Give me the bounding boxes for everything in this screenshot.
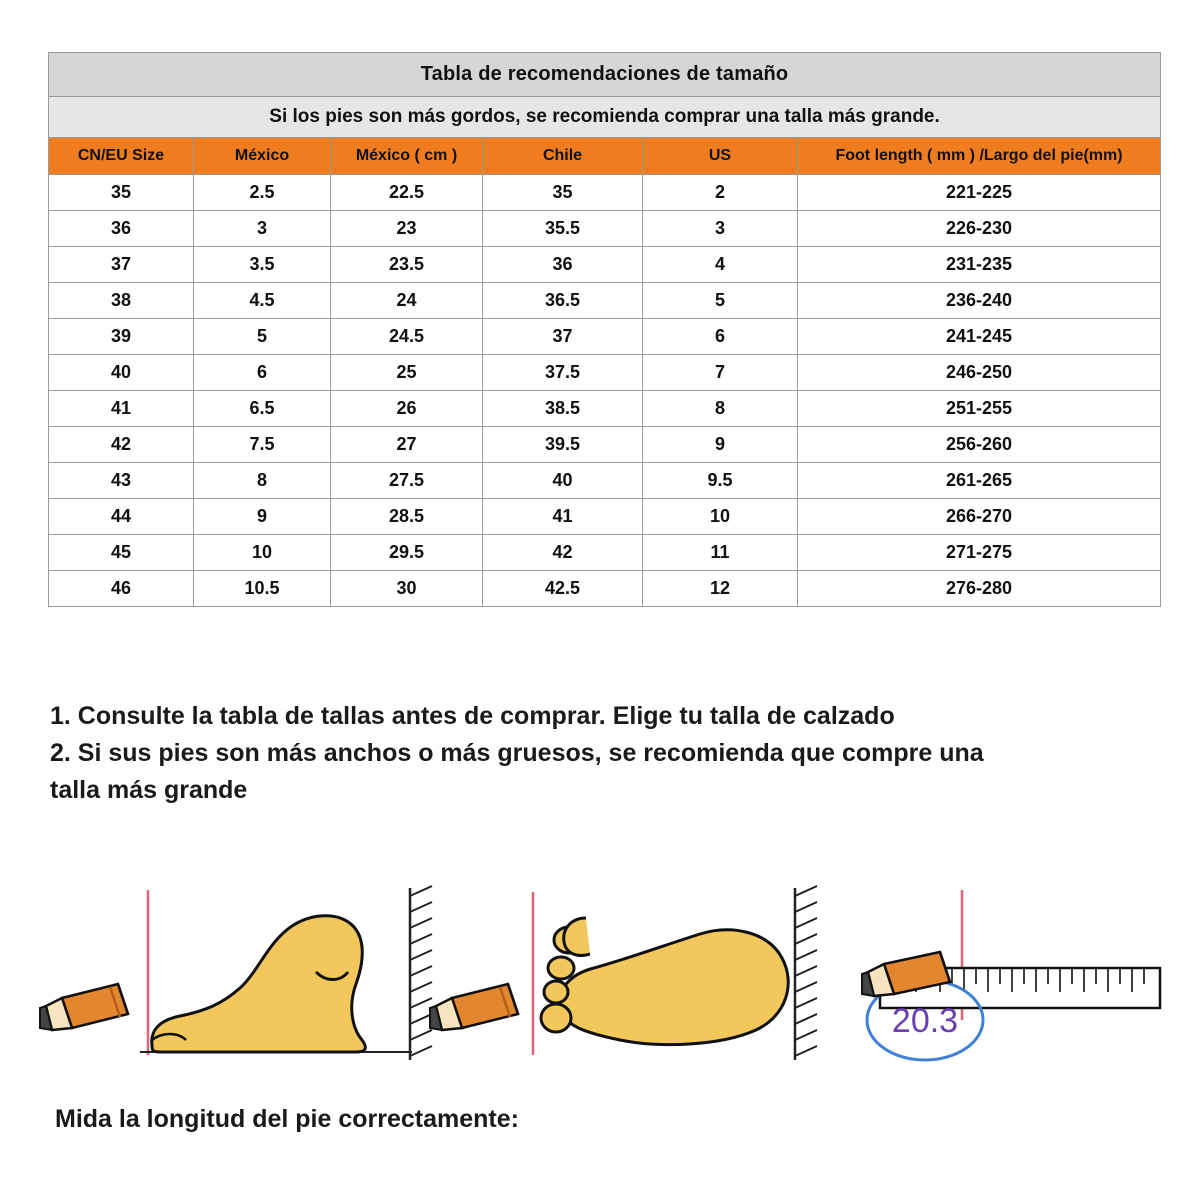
cell-mexico-cm: 24.5 xyxy=(331,319,483,355)
cell-chile: 36.5 xyxy=(483,283,643,319)
foot-measurement-illustrations xyxy=(0,880,1200,1110)
column-header-mexico: México xyxy=(194,138,331,175)
cell-mexico: 9 xyxy=(194,499,331,535)
cell-mexico-cm: 27 xyxy=(331,427,483,463)
cell-us: 7 xyxy=(643,355,798,391)
cell-cn-eu: 46 xyxy=(49,571,194,607)
cell-us: 8 xyxy=(643,391,798,427)
cell-chile: 42 xyxy=(483,535,643,571)
cell-mexico: 5 xyxy=(194,319,331,355)
cell-chile: 38.5 xyxy=(483,391,643,427)
cell-cn-eu: 37 xyxy=(49,247,194,283)
cell-mexico-cm: 23.5 xyxy=(331,247,483,283)
column-header-chile: Chile xyxy=(483,138,643,175)
note-line-2: 2. Si sus pies son más anchos o más gruesos, se recomienda que compre una xyxy=(50,739,984,767)
cell-foot-length: 236-240 xyxy=(798,283,1161,319)
ruler-reading: 20.3 xyxy=(891,1002,959,1040)
cell-foot-length: 226-230 xyxy=(798,211,1161,247)
measurement-caption: Mida la longitud del pie correctamente: xyxy=(55,1105,519,1133)
cell-mexico-cm: 22.5 xyxy=(331,175,483,211)
cell-chile: 41 xyxy=(483,499,643,535)
table-row xyxy=(49,319,1161,355)
table-title: Tabla de recomendaciones de tamaño xyxy=(49,53,1161,97)
pencil-icon xyxy=(430,984,518,1030)
table-row xyxy=(49,427,1161,463)
cell-foot-length: 246-250 xyxy=(798,355,1161,391)
size-table xyxy=(48,52,1161,607)
cell-mexico: 10 xyxy=(194,535,331,571)
cell-us: 6 xyxy=(643,319,798,355)
cell-us: 9 xyxy=(643,427,798,463)
note-line-3: talla más grande xyxy=(50,776,248,804)
cell-mexico-cm: 25 xyxy=(331,355,483,391)
illustration-top-foot xyxy=(430,886,817,1060)
cell-cn-eu: 39 xyxy=(49,319,194,355)
cell-foot-length: 251-255 xyxy=(798,391,1161,427)
cell-chile: 42.5 xyxy=(483,571,643,607)
notes-section xyxy=(50,700,1180,811)
cell-mexico: 3.5 xyxy=(194,247,331,283)
illustration-side-foot xyxy=(40,886,432,1060)
cell-mexico: 3 xyxy=(194,211,331,247)
cell-foot-length: 221-225 xyxy=(798,175,1161,211)
table-row xyxy=(49,391,1161,427)
table-row xyxy=(49,463,1161,499)
cell-mexico: 4.5 xyxy=(194,283,331,319)
cell-mexico: 7.5 xyxy=(194,427,331,463)
cell-mexico: 6.5 xyxy=(194,391,331,427)
cell-chile: 40 xyxy=(483,463,643,499)
cell-foot-length: 271-275 xyxy=(798,535,1161,571)
cell-mexico: 8 xyxy=(194,463,331,499)
illustration-ruler-measure xyxy=(862,890,1160,1060)
cell-mexico-cm: 30 xyxy=(331,571,483,607)
table-title-row xyxy=(49,53,1161,97)
table-row xyxy=(49,571,1161,607)
cell-us: 4 xyxy=(643,247,798,283)
cell-cn-eu: 44 xyxy=(49,499,194,535)
cell-chile: 37.5 xyxy=(483,355,643,391)
table-row xyxy=(49,355,1161,391)
cell-cn-eu: 35 xyxy=(49,175,194,211)
cell-us: 3 xyxy=(643,211,798,247)
column-header-mexico-cm: México ( cm ) xyxy=(331,138,483,175)
cell-mexico-cm: 28.5 xyxy=(331,499,483,535)
size-table-container xyxy=(48,52,1160,607)
column-header-us: US xyxy=(643,138,798,175)
cell-mexico: 6 xyxy=(194,355,331,391)
cell-cn-eu: 45 xyxy=(49,535,194,571)
cell-foot-length: 231-235 xyxy=(798,247,1161,283)
cell-foot-length: 256-260 xyxy=(798,427,1161,463)
cell-mexico-cm: 29.5 xyxy=(331,535,483,571)
cell-us: 2 xyxy=(643,175,798,211)
cell-us: 5 xyxy=(643,283,798,319)
cell-us: 12 xyxy=(643,571,798,607)
cell-cn-eu: 38 xyxy=(49,283,194,319)
cell-foot-length: 276-280 xyxy=(798,571,1161,607)
cell-mexico-cm: 27.5 xyxy=(331,463,483,499)
column-header-cn-eu: CN/EU Size xyxy=(49,138,194,175)
cell-chile: 35.5 xyxy=(483,211,643,247)
table-subtitle-row xyxy=(49,97,1161,138)
table-row xyxy=(49,499,1161,535)
cell-mexico-cm: 26 xyxy=(331,391,483,427)
cell-us: 10 xyxy=(643,499,798,535)
cell-cn-eu: 42 xyxy=(49,427,194,463)
cell-mexico: 2.5 xyxy=(194,175,331,211)
pencil-icon xyxy=(40,984,128,1030)
note-line-1: 1. Consulte la tabla de tallas antes de comprar. Elige tu talla de calzado xyxy=(50,702,895,730)
cell-chile: 37 xyxy=(483,319,643,355)
cell-us: 9.5 xyxy=(643,463,798,499)
cell-cn-eu: 41 xyxy=(49,391,194,427)
cell-cn-eu: 43 xyxy=(49,463,194,499)
cell-mexico: 10.5 xyxy=(194,571,331,607)
table-row xyxy=(49,175,1161,211)
cell-mexico-cm: 24 xyxy=(331,283,483,319)
cell-chile: 36 xyxy=(483,247,643,283)
cell-foot-length: 241-245 xyxy=(798,319,1161,355)
cell-cn-eu: 36 xyxy=(49,211,194,247)
cell-us: 11 xyxy=(643,535,798,571)
cell-foot-length: 266-270 xyxy=(798,499,1161,535)
table-row xyxy=(49,247,1161,283)
table-row xyxy=(49,283,1161,319)
table-row xyxy=(49,535,1161,571)
cell-mexico-cm: 23 xyxy=(331,211,483,247)
column-header-foot-length: Foot length ( mm ) /Largo del pie(mm) xyxy=(798,138,1161,175)
cell-foot-length: 261-265 xyxy=(798,463,1161,499)
cell-chile: 39.5 xyxy=(483,427,643,463)
table-subtitle: Si los pies son más gordos, se recomienda comprar una talla más grande. xyxy=(49,97,1161,138)
cell-cn-eu: 40 xyxy=(49,355,194,391)
cell-chile: 35 xyxy=(483,175,643,211)
table-header-row xyxy=(49,138,1161,175)
table-row xyxy=(49,211,1161,247)
